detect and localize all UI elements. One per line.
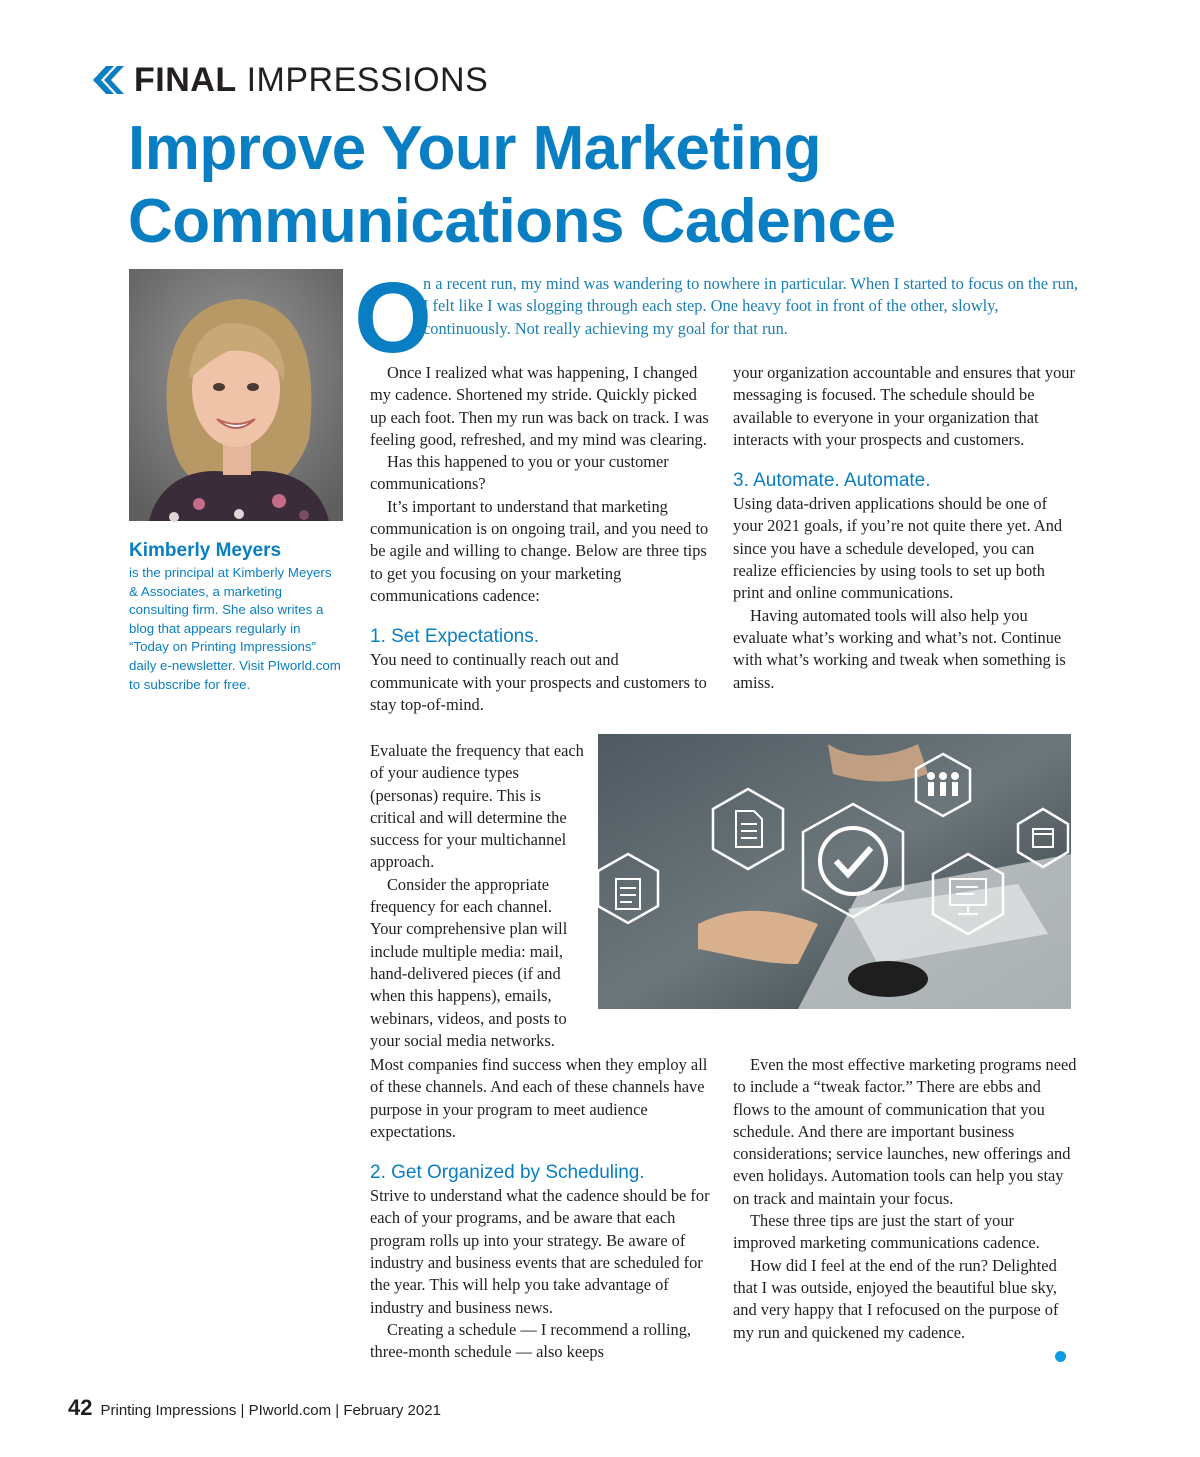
paragraph: You need to continually reach out and communicate with your prospects and customers to stay top-of-mind. — [370, 650, 707, 714]
paragraph: Most companies find success when they employ all of these channels. And each of these channels have purpose in your program to meet audience expectations. — [370, 1055, 708, 1141]
article-title-line-2: Communications Cadence — [128, 187, 896, 256]
section-heading: 3. Automate. Automate. — [733, 470, 931, 492]
lead-paragraph: n a recent run, my mind was wandering to nowhere in particular. When I started to focus on the run, I felt like I was slogging through each step. One heavy foot in front of the other, slowly, continuously. Not really achieving my goal for that run. — [423, 274, 1079, 338]
people-icon — [927, 772, 959, 796]
article-column-left-lower — [370, 1054, 715, 1364]
paragraph: Strive to understand what the cadence should be for each of your programs, and be aware that each program rolls up into your strategy. Be aware of industry and business events that are scheduled for the year. This will help you take advantage of industry and business news. — [370, 1186, 710, 1317]
paragraph: Using data-driven applications should be one of your 2021 goals, if you’re not quite there yet. And since you have a schedule developed, you can realize efficiencies by using tools to set up both print and online communications. — [733, 494, 1063, 603]
paragraph: Even the most effective marketing programs need to include a “tweak factor.” There are ebbs and flows to the amount of communication that you schedule. And there are important business considerations; service launches, new offerings and even holidays. Automation tools can help you stay on track and maintain your focus. — [733, 1055, 1077, 1208]
section-heading: 1. Set Expectations. — [370, 626, 539, 648]
article-column-left-narrow — [370, 740, 586, 1052]
footer-text: Printing Impressions | PIworld.com | February 2021 — [100, 1402, 441, 1419]
article-column-left — [370, 362, 710, 716]
svg-text:O: O — [354, 262, 432, 374]
article-column-right-lower — [733, 1054, 1078, 1344]
author-bio: is the principal at Kimberly Meyers & Associates, a marketing consulting firm. She also writes a blog that appears regularly in “Today on Printing Impressions” daily e-newsletter. Visit PIworld.com to subscribe for free. — [129, 565, 341, 692]
section-label-bold: FINAL — [134, 60, 237, 99]
paragraph: Evaluate the frequency that each of your audience types (personas) require. This is critical and will determine the success for your multichannel approach. — [370, 741, 584, 872]
section-label-light: IMPRESSIONS — [246, 60, 489, 99]
end-mark — [1055, 1351, 1066, 1362]
paragraph: Consider the appropriate frequency for each channel. Your comprehensive plan will include multiple media: mail, hand-delivered pieces (if and when this happens), emails, webinars, videos, and posts to your social media networks. — [370, 874, 568, 1050]
article-title-line-1: Improve Your Marketing — [128, 114, 821, 183]
double-chevron-left-icon — [90, 65, 124, 95]
paragraph: Creating a schedule — I recommend a rolling, three-month schedule — also keeps — [370, 1319, 692, 1362]
paragraph: Having automated tools will also help you evaluate what’s working and what’s not. Continue with what’s working and tweak when something is amiss. — [733, 605, 1066, 692]
drop-cap — [354, 262, 432, 374]
section-header — [90, 60, 488, 100]
page-footer — [68, 1395, 441, 1421]
page-number: 42 — [68, 1395, 93, 1420]
paragraph: Has this happened to you or your customer communications? — [370, 452, 669, 494]
author-name: Kimberly Meyers — [129, 540, 282, 561]
author-photo — [129, 269, 343, 521]
article-column-right — [733, 362, 1078, 694]
paragraph: your organization accountable and ensures that your messaging is focused. The schedule should be available to everyone in your organization that interacts with your prospects and customers. — [733, 363, 1075, 449]
feature-image — [598, 734, 1071, 1009]
paragraph: Once I realized what was happening, I changed my cadence. Shortened my stride. Quickly picked up each foot. Then my run was back on track. I was feeling good, refreshed, and my mind was clearing. — [370, 363, 709, 449]
section-heading: 2. Get Organized by Scheduling. — [370, 1162, 645, 1184]
paragraph: It’s important to understand that marketing communication is on ongoing trail, and you need to be agile and willing to change. Below are three tips to get you focusing on your marketing communications cadence: — [370, 496, 709, 605]
paragraph: These three tips are just the start of your improved marketing communications cadence. — [733, 1211, 1040, 1253]
paragraph: How did I feel at the end of the run? Delighted that I was outside, enjoyed the beautiful blue sky, and very happy that I refocused on the purpose of my run and quickened my cadence. — [733, 1255, 1059, 1342]
article-title — [128, 112, 1128, 258]
